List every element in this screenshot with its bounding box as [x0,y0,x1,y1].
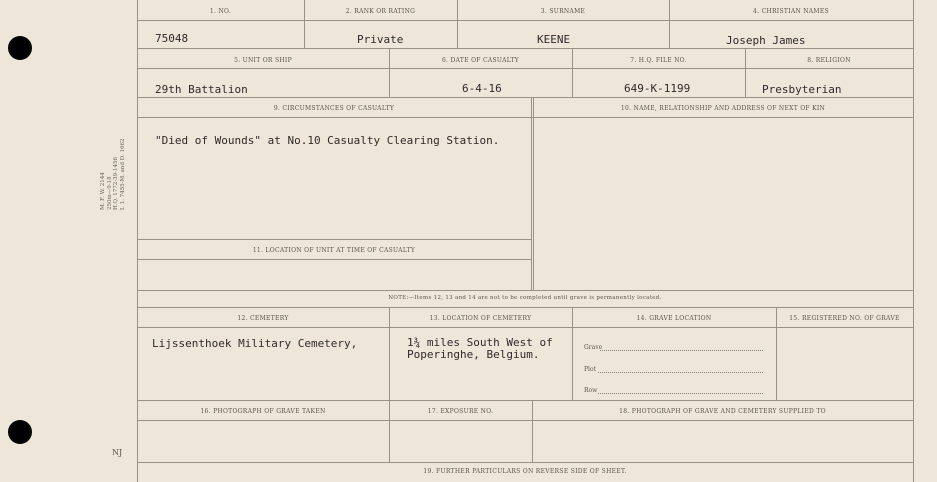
side-print-line: 250m—9-18 [106,176,113,210]
unit-label: 5. UNIT OR SHIP [234,57,292,64]
location-cemetery-label: 13. LOCATION OF CEMETERY [429,315,532,322]
rule [137,239,531,240]
plot-field-label: Plot [584,366,596,373]
side-print [100,138,170,210]
rank-label: 2. RANK OR RATING [345,8,416,15]
exposure-label: 17. EXPOSURE NO. [427,408,494,415]
note: NOTE:—Items 12, 13 and 14 are not to be completed until grave is permanently located. [388,295,662,301]
file-value: 649-K-1199 [624,82,691,95]
rule [137,20,913,21]
rank-value: Private [357,33,404,46]
registered-label: 15. REGISTERED NO. OF GRAVE [789,315,900,322]
cemetery-location-line2: Poperinghe, Belgium. [407,348,540,361]
no-label: 1. NO. [209,8,232,15]
rule [137,462,913,463]
location-unit-label: 11. LOCATION OF UNIT AT TIME OF CASUALTY [252,247,416,254]
photo-label: 16. PHOTOGRAPH OF GRAVE TAKEN [200,408,326,415]
punch-hole-bottom [8,420,32,444]
further-particulars-label: 19. FURTHER PARTICULARS ON REVERSE SIDE OF SHEET. [423,468,627,475]
unit-value: 29th Battalion [155,83,248,96]
frame-right [913,0,914,482]
date-value: 6-4-16 [462,82,502,95]
christian-names-label: 4. CHRISTIAN NAMES [753,8,829,15]
row-field-label: Row [584,387,598,394]
religion-value: Presbyterian [762,83,842,96]
side-print-line: H.Q. 1772-39-1456 [113,157,119,210]
date-label: 6. DATE OF CASUALTY [441,57,520,64]
rule [389,48,390,97]
cemetery-location-line1: 1¾ miles South West of [407,336,553,349]
file-label: 7. H.Q. FILE NO. [630,57,687,64]
rule [572,48,573,97]
rule [137,259,531,260]
rule [137,307,913,308]
rule [137,327,913,328]
surname-label: 3. SURNAME [540,8,586,15]
grave-field-label: Grave [584,344,603,351]
rule [531,97,532,290]
rule [137,117,913,118]
cemetery-label: 12. CEMETERY [237,315,289,322]
circumstances-value: "Died of Wounds" at No.10 Casualty Clearing Station. [155,134,500,147]
rule [137,68,913,69]
rule [137,290,913,291]
circumstances-label: 9. CIRCUMSTANCES OF CASUALTY [273,105,395,112]
rule [533,97,534,290]
grave-dotted-line [600,350,763,351]
cemetery-value: Lijssenthoek Military Cemetery, [152,337,358,350]
plot-dotted-line [598,372,763,373]
photo-supplied-label: 18. PHOTOGRAPH OF GRAVE AND CEMETERY SUPPLIED TO [619,408,826,415]
side-print-line: I. 1. 7455-M. and D. 1662 [119,138,126,210]
religion-label: 8. RELIGION [807,57,851,64]
rule [745,48,746,97]
rule [137,420,913,421]
rule [137,48,913,49]
christian-names-value: Joseph James [726,34,806,47]
grave-location-label: 14. GRAVE LOCATION [636,315,712,322]
punch-hole-top [8,36,32,60]
side-print-line: M. F. W. 2144 [100,172,106,210]
service-number: 75048 [155,32,189,45]
row-dotted-line [598,393,763,394]
surname-value: KEENE [537,33,571,46]
rule [137,97,913,98]
rule [137,400,913,401]
initials: NJ [112,448,123,457]
next-of-kin-label: 10. NAME, RELATIONSHIP AND ADDRESS OF NEXT OF KIN [620,105,826,112]
